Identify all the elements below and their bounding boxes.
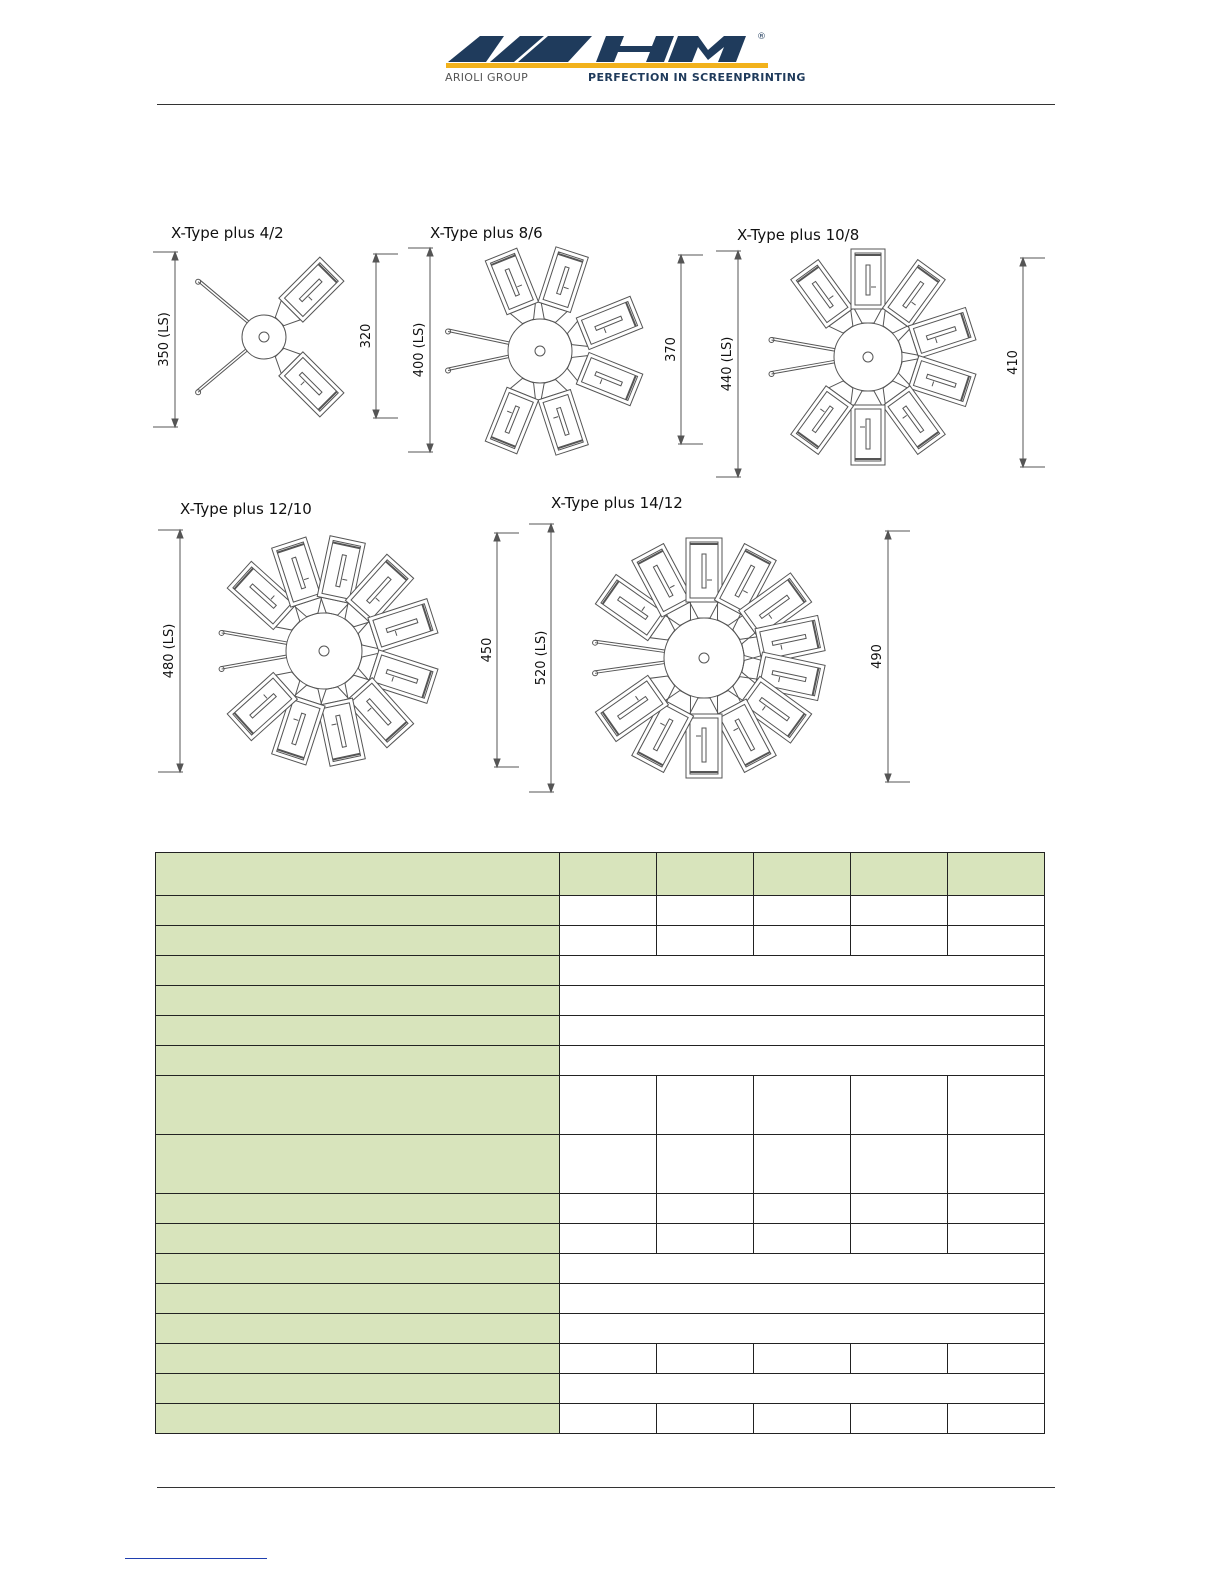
dimension-right-2 xyxy=(678,255,703,444)
print-pallet xyxy=(279,352,344,417)
figure-title-4-2: X-Type plus 4/2 xyxy=(171,224,284,242)
print-pallet xyxy=(851,405,885,465)
logo-tagline: PERFECTION IN SCREENPRINTING xyxy=(588,71,806,84)
figure-title-12-10: X-Type plus 12/10 xyxy=(180,500,312,518)
registered-mark: ® xyxy=(757,32,766,42)
pallet-connector xyxy=(854,391,881,405)
carousel-hub xyxy=(508,319,572,383)
carousel-drawing-3 xyxy=(716,249,1045,477)
table-header-cell xyxy=(851,853,948,896)
carousel-hub xyxy=(834,323,902,391)
dimension-label-left: 480 (LS) xyxy=(162,623,177,679)
carousel-arm xyxy=(198,282,247,323)
print-pallet xyxy=(576,352,643,405)
dimension-label-left: 350 (LS) xyxy=(157,312,172,367)
print-pallet xyxy=(791,260,854,329)
dimension-label-right: 410 xyxy=(1006,350,1021,375)
table-header-cell xyxy=(948,853,1045,896)
table-header-cell xyxy=(560,853,657,896)
print-pallet xyxy=(485,248,538,315)
carousel-arm xyxy=(198,351,247,392)
table-header-row xyxy=(156,853,1045,896)
dimension-right-4 xyxy=(494,533,519,767)
table-row xyxy=(156,986,1045,1016)
carousel-arm xyxy=(222,633,287,644)
table-header-label xyxy=(156,853,560,896)
print-pallet xyxy=(576,296,643,349)
carousel-arm xyxy=(771,363,834,374)
print-pallet xyxy=(538,247,588,313)
table-row xyxy=(156,1344,1045,1374)
carousel-arm xyxy=(595,643,664,653)
table-row xyxy=(156,1314,1045,1344)
pallet-connector xyxy=(690,602,719,618)
dimension-label-right: 370 xyxy=(664,337,679,362)
footer-rule xyxy=(157,1487,1055,1488)
table-row xyxy=(156,1135,1045,1194)
table-header-cell xyxy=(657,853,754,896)
table-row xyxy=(156,956,1045,986)
carousel-drawing-1 xyxy=(153,252,398,427)
logo-subtitle-group: ARIOLI GROUP xyxy=(445,71,529,84)
carousel-arm xyxy=(771,340,834,351)
pallet-connector xyxy=(690,698,719,714)
dimension-label-right: 450 xyxy=(480,637,495,663)
table-header-cell xyxy=(754,853,851,896)
figure-title-10-8: X-Type plus 10/8 xyxy=(737,226,860,244)
carousel-arm xyxy=(595,664,664,674)
dimension-right-5 xyxy=(885,531,910,782)
specification-table xyxy=(155,852,1045,1434)
footer-link-underline[interactable] xyxy=(125,1558,267,1559)
dimension-label-right: 490 xyxy=(870,644,885,669)
table-row xyxy=(156,926,1045,956)
carousel-hub xyxy=(664,618,744,698)
table-row xyxy=(156,1254,1045,1284)
print-pallet xyxy=(538,389,588,455)
carousel-arm xyxy=(448,358,509,371)
print-pallet xyxy=(851,249,885,309)
table-row xyxy=(156,896,1045,926)
carousel-drawing-5 xyxy=(529,524,910,792)
print-pallet xyxy=(791,386,854,455)
carousel-arm xyxy=(448,331,509,344)
pallet-connector xyxy=(854,309,881,323)
print-pallet xyxy=(686,714,722,778)
dimension-right-3 xyxy=(1020,258,1045,467)
table-row xyxy=(156,1284,1045,1314)
table-row xyxy=(156,1194,1045,1224)
dimension-label-left: 400 (LS) xyxy=(412,322,427,378)
carousel-drawing-2 xyxy=(408,247,703,455)
table-row xyxy=(156,1224,1045,1254)
figure-title-8-6: X-Type plus 8/6 xyxy=(430,224,543,242)
print-pallet xyxy=(279,257,344,322)
print-pallet xyxy=(485,387,538,454)
table-row xyxy=(156,1016,1045,1046)
table-row xyxy=(156,1076,1045,1135)
print-pallet xyxy=(686,538,722,602)
carousel-drawing-4 xyxy=(158,530,519,772)
figure-title-14-12: X-Type plus 14/12 xyxy=(551,494,683,512)
carousel-arm xyxy=(222,658,287,669)
table-row xyxy=(156,1404,1045,1434)
dimension-label-left: 520 (LS) xyxy=(534,630,549,686)
dimension-label-left: 440 (LS) xyxy=(720,336,735,392)
table-row xyxy=(156,1374,1045,1404)
dimension-right-1 xyxy=(373,254,398,418)
table-row xyxy=(156,1046,1045,1076)
dimension-label-right: 320 xyxy=(359,323,374,349)
